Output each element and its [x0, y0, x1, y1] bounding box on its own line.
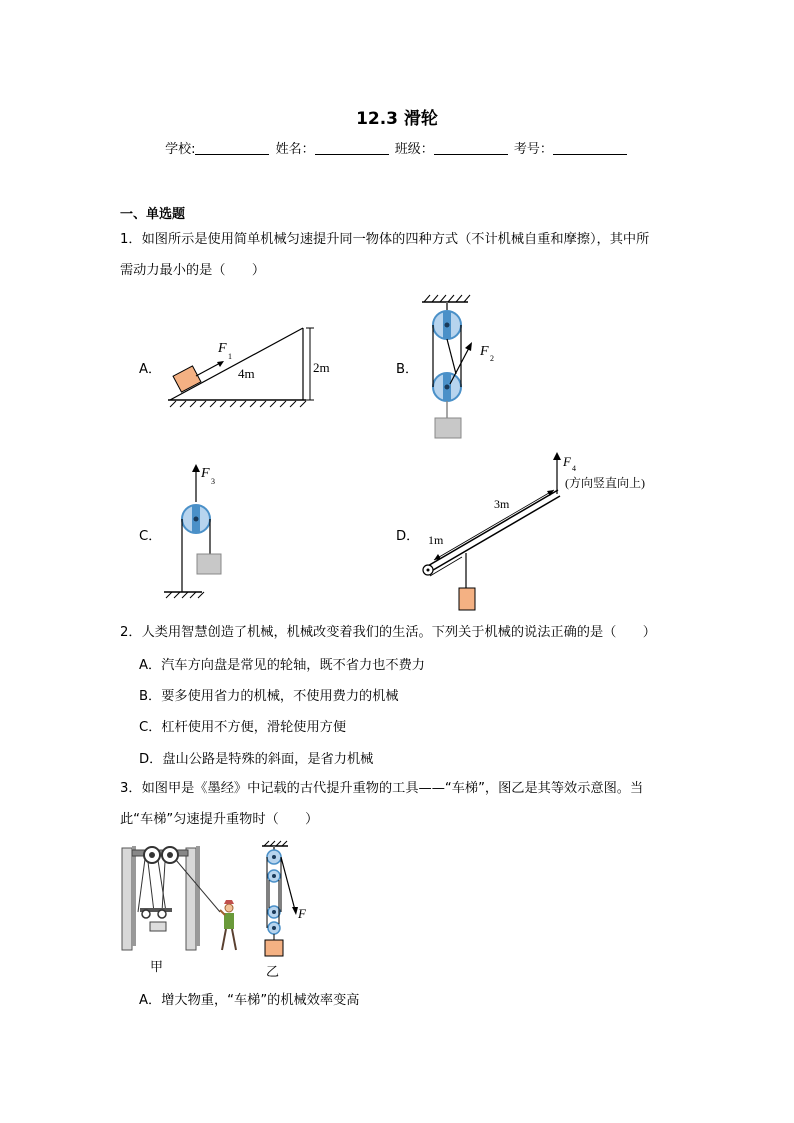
question-3-line-2: 此“车梯”匀速提升重物时（ ）: [120, 812, 319, 827]
f3-subscript: 3: [211, 477, 215, 486]
incline-block: [173, 366, 201, 392]
q1-option-a-label[interactable]: A．: [139, 362, 162, 377]
question-2-stem: 2．人类用智慧创造了机械，机械改变着我们的生活。下列关于机械的说法正确的是（ ）: [120, 625, 656, 640]
weight-b: [435, 418, 461, 438]
question-3-line-1: 3．如图甲是《墨经》中记载的古代提升重物的工具——“车梯”，图乙是其等效示意图。当: [120, 781, 644, 796]
q1-option-d-label[interactable]: D．: [396, 529, 420, 544]
name-label: 姓名：: [275, 142, 315, 157]
exam-no-blank[interactable]: [553, 141, 627, 155]
f2-subscript: 2: [490, 354, 494, 363]
lever-short-arm-label: 1m: [428, 533, 444, 547]
q1-option-c-label[interactable]: C．: [139, 529, 162, 544]
figure-jia-car-ladder: [118, 842, 243, 960]
exam-no-label: 考号：: [513, 142, 553, 157]
q1-option-b-label[interactable]: B．: [396, 362, 419, 377]
q2-option-a[interactable]: A．汽车方向盘是常见的轮轴，既不省力也不费力: [139, 658, 425, 673]
f1-symbol: F: [218, 341, 227, 356]
f4-subscript: 4: [572, 464, 576, 473]
f2-symbol: F: [480, 344, 489, 359]
question-1-line-1: 1．如图所示是使用简单机械匀速提升同一物体的四种方式（不计机械自重和摩擦），其中所: [120, 232, 650, 247]
f4-symbol: F: [563, 454, 571, 469]
f4-direction-note: (方向竖直向上): [565, 476, 645, 490]
student-info-line: [0, 138, 794, 157]
height-label: 2m: [313, 360, 330, 375]
q2-option-d[interactable]: D．盘山公路是特殊的斜面，是省力机械: [139, 752, 374, 767]
lever-long-arm-label: 3m: [494, 497, 510, 511]
figure-c-movable-pulley: [160, 464, 230, 604]
yi-force-symbol: F: [298, 906, 306, 921]
school-label: 学校:: [165, 142, 196, 157]
question-1-stem: [120, 224, 680, 286]
class-label: 班级：: [394, 142, 434, 157]
f1-subscript: 1: [228, 352, 232, 361]
name-blank[interactable]: [315, 141, 389, 155]
section-heading: 一、单选题: [120, 207, 186, 222]
question-1-line-2: 需动力最小的是（ ）: [120, 263, 266, 278]
class-blank[interactable]: [434, 141, 508, 155]
figure-yi-schematic: [258, 840, 318, 965]
q2-option-b[interactable]: B．要多使用省力的机械，不使用费力的机械: [139, 689, 399, 704]
page-title: 12.3 滑轮: [356, 109, 438, 129]
label-jia: 甲: [150, 960, 164, 975]
weight-c: [197, 554, 221, 574]
label-yi: 乙: [266, 965, 280, 980]
f3-symbol: F: [201, 466, 210, 481]
f2-arrow: [446, 340, 476, 390]
question-3-stem: [120, 773, 680, 835]
weight-d: [459, 588, 475, 610]
q3-option-a[interactable]: A．增大物重，“车梯”的机械效率变高: [139, 993, 360, 1008]
q2-option-c[interactable]: C．杠杆使用不方便，滑轮使用方便: [139, 720, 347, 735]
slope-length-label: 4m: [238, 366, 255, 381]
school-blank[interactable]: [195, 141, 269, 155]
